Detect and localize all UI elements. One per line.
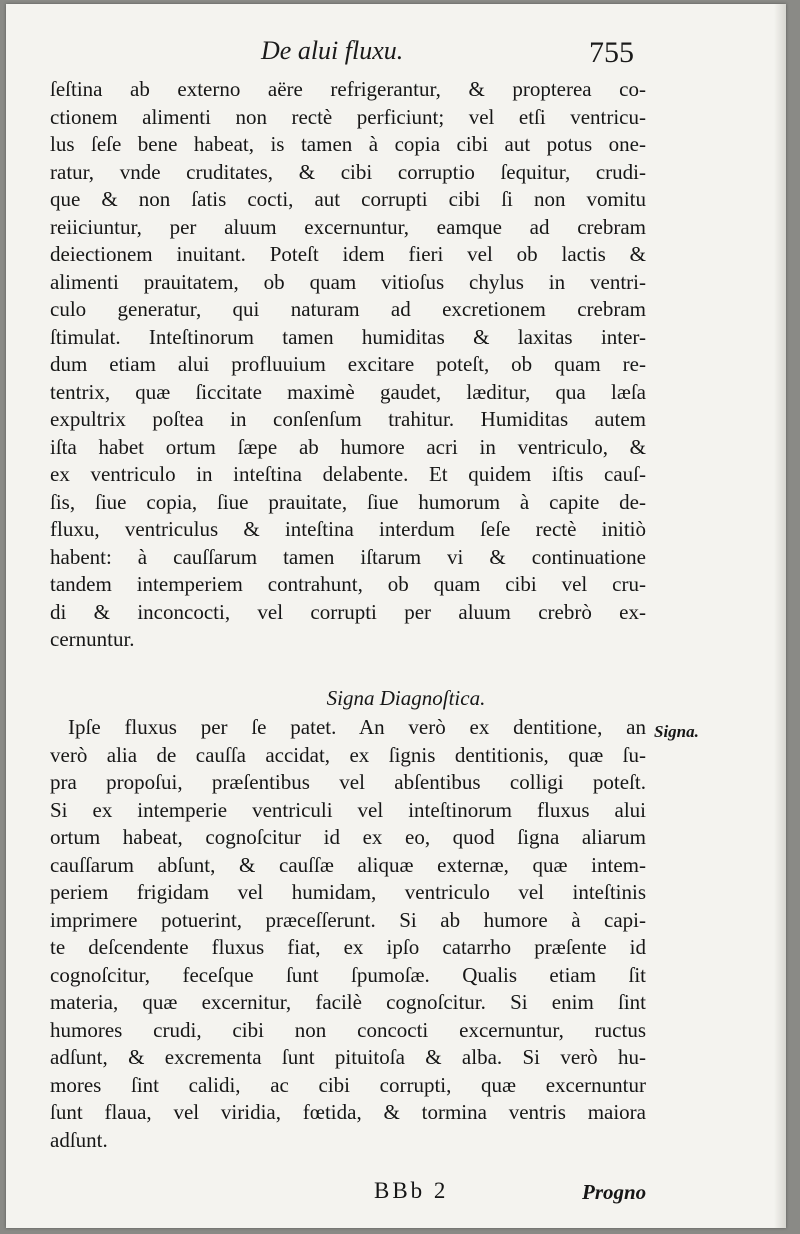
text-line: tentrix, quæ ſiccitate maximè gaudet, læditur, qua læſa <box>50 379 646 404</box>
text-line: Ipſe fluxus per ſe patet. An verò ex dentitione, an <box>68 715 646 739</box>
text-line: pra propoſui, præſentibus vel abſentibus colligi poteſt. <box>50 770 646 794</box>
text-line: Si ex intemperie ventriculi vel inteſtinorum fluxus alui <box>50 797 646 822</box>
text-line: culo generatur, qui naturam ad excretionem crebram <box>50 297 646 321</box>
text-line: deiectionem inuitant. Poteſt idem fieri vel ob lactis & <box>50 242 646 266</box>
text-line: di & inconcocti, vel corrupti per aluum crebrò ex- <box>50 599 646 624</box>
text-line: dum etiam alui profluuium excitare poteſt, ob quam re- <box>50 352 646 376</box>
page-edge-shadow <box>774 4 786 1228</box>
text-line: ctionem alimenti non rectè perficiunt; vel etſi ventricu- <box>50 104 646 129</box>
text-line: alimenti prauitatem, ob quam vitioſus chylus in ventri- <box>50 269 646 294</box>
page-number: 755 <box>589 36 634 69</box>
text-line: lus ſeſe bene habeat, is tamen à copia cibi aut potus one- <box>50 132 646 156</box>
text-line: humores crudi, cibi non concocti excernuntur, ructus <box>50 1017 646 1042</box>
text-line: cernuntur. <box>50 627 135 651</box>
section-text-block <box>50 714 646 1154</box>
text-line: periem frigidam vel humidam, ventriculo vel inteſtinis <box>50 880 646 904</box>
text-line: verò alia de cauſſa accidat, ex ſignis dentitionis, quæ ſu- <box>50 742 646 767</box>
marginal-note: Signa. <box>654 722 699 741</box>
text-line: cauſſarum abſunt, & cauſſæ aliquæ externæ, quæ intem- <box>50 852 646 877</box>
text-line: materia, quæ excernitur, facilè cognoſcitur. Si enim ſint <box>50 990 646 1014</box>
text-line: habent: à cauſſarum tamen iſtarum vi & continuatione <box>50 544 646 569</box>
text-line: ortum habeat, cognoſcitur id ex eo, quod ſigna aliarum <box>50 825 646 849</box>
text-line: ſis, ſiue copia, ſiue prauitate, ſiue humorum à capite de- <box>50 489 646 514</box>
text-line: cognoſcitur, feceſque ſunt ſpumoſæ. Qualis etiam ſit <box>50 962 646 987</box>
catchword: Progno <box>582 1180 647 1204</box>
text-line: ſeſtina ab externo aëre refrigerantur, & propterea co- <box>50 77 646 101</box>
book-page <box>6 4 786 1228</box>
text-line: que & non ſatis cocti, aut corrupti cibi ſi non vomitu <box>50 187 646 211</box>
text-line: adſunt, & excrementa ſunt pituitoſa & alba. Si verò hu- <box>50 1045 646 1069</box>
text-line: ſunt flaua, vel viridia, fœtida, & tormina ventris maiora <box>50 1100 646 1124</box>
text-line: fluxu, ventriculus & inteſtina interdum ſeſe rectè initiò <box>50 517 646 541</box>
page-footer <box>6 1174 786 1214</box>
text-line: tandem intemperiem contrahunt, ob quam cibi vel cru- <box>50 572 646 596</box>
signature-mark: BBb 2 <box>374 1178 449 1203</box>
text-line: reiiciuntur, per aluum excernuntur, eamque ad crebram <box>50 214 646 239</box>
text-line: expultrix poſtea in conſenſum trahitur. Humiditas autem <box>50 407 646 431</box>
text-line: ſtimulat. Inteſtinorum tamen humiditas & laxitas inter- <box>50 324 646 349</box>
text-line: ratur, vnde cruditates, & cibi corruptio ſequitur, crudi- <box>50 159 646 184</box>
text-line: mores ſint calidi, ac cibi corrupti, quæ excernuntur <box>50 1072 646 1097</box>
text-line: adſunt. <box>50 1127 108 1152</box>
running-head <box>6 34 786 74</box>
text-line: imprimere potuerint, præceſſerunt. Si ab humore à capi- <box>50 907 646 932</box>
text-line: iſta habet ortum ſæpe ab humore acri in ventriculo, & <box>50 434 646 459</box>
text-line: ex ventriculo in inteſtina delabente. Et quidem iſtis cauſ- <box>50 462 646 486</box>
body-text-block <box>50 76 646 654</box>
running-title: De alui fluxu. <box>261 36 404 65</box>
text-line: te deſcendente fluxus fiat, ex ipſo catarrho præſente id <box>50 935 646 959</box>
section-heading: Signa Diagnoſtica. <box>326 686 486 710</box>
